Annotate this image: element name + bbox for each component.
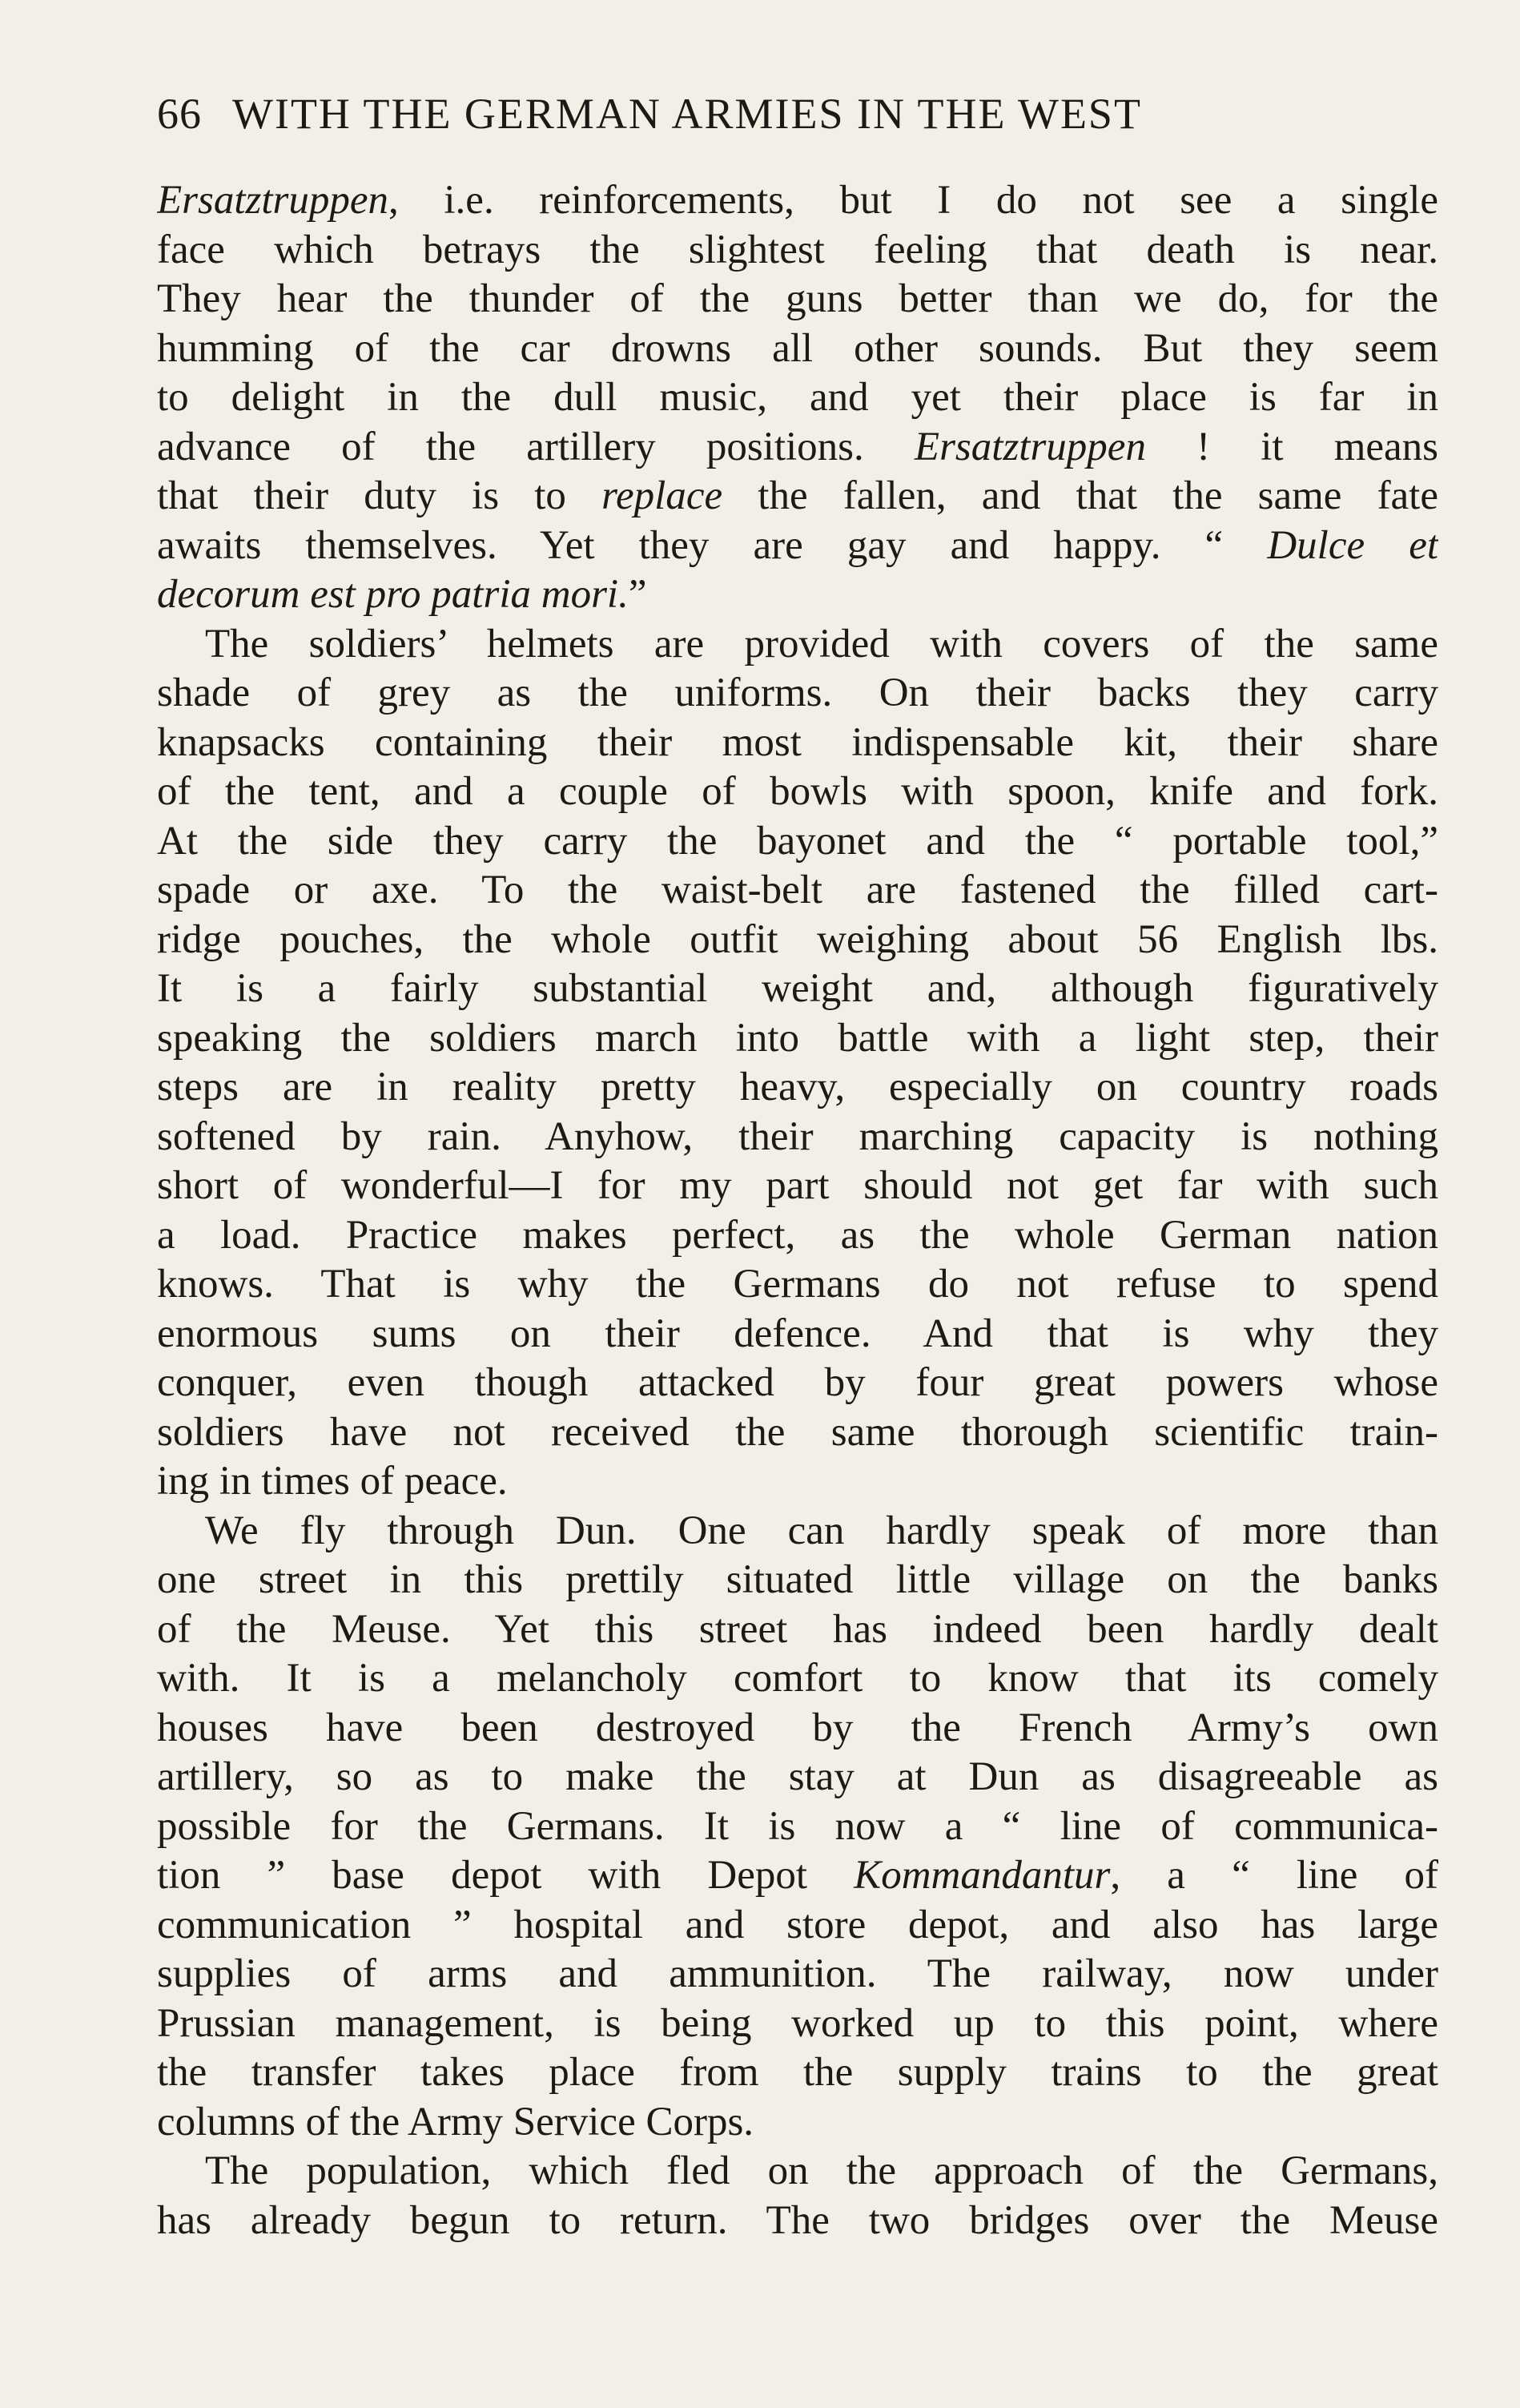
text-line: supplies of arms and ammunition. The railway, now under xyxy=(157,1951,1438,1996)
text-line: enormous sums on their defence. And that is why they xyxy=(157,1311,1438,1356)
text-line: advance of the artillery positions. Ersatztruppen ! it means xyxy=(157,424,1438,469)
page-header xyxy=(157,82,1368,146)
text-line: has already begun to return. The two bridges over the Meuse xyxy=(157,2197,1438,2243)
text-line: with. It is a melancholy comfort to know that its comely xyxy=(157,1656,1438,1701)
text-line: face which betrays the slightest feeling that death is near. xyxy=(157,227,1438,272)
text-line: a load. Practice makes perfect, as the whole German nation xyxy=(157,1212,1438,1258)
text-line: softened by rain. Anyhow, their marching capacity is nothing xyxy=(157,1113,1438,1159)
text-line: conquer, even though attacked by four great powers whose xyxy=(157,1360,1438,1405)
text-line: communication ” hospital and store depot, and also has large xyxy=(157,1902,1438,1947)
text-line: Ersatztruppen, i.e. reinforcements, but I do not see a single xyxy=(157,178,1438,223)
running-head: WITH THE GERMAN ARMIES IN THE WEST xyxy=(232,90,1142,138)
text-line: that their duty is to replace the fallen, and that the same fate xyxy=(157,473,1438,518)
text-line: to delight in the dull music, and yet their place is far in xyxy=(157,375,1438,420)
text-line: Prussian management, is being worked up to this point, where xyxy=(157,2000,1438,2046)
text-line: tion ” base depot with Depot Kommandantur, a “ line of xyxy=(157,1853,1438,1898)
text-line: one street in this prettily situated little village on the banks xyxy=(157,1557,1438,1602)
text-line: the transfer takes place from the supply trains to the great xyxy=(157,2050,1438,2095)
text-line: awaits themselves. Yet they are gay and happy. “ Dulce et xyxy=(157,522,1438,568)
text-line: spade or axe. To the waist-belt are fastened the filled cart- xyxy=(157,868,1438,912)
text-line: short of wonderful—I for my part should not get far with such xyxy=(157,1163,1438,1208)
page-number: 66 xyxy=(157,90,202,138)
text-line: We fly through Dun. One can hardly speak of more than xyxy=(205,1508,1438,1553)
text-line: knapsacks containing their most indispensable kit, their share xyxy=(157,719,1438,765)
text-line: steps are in reality pretty heavy, especially on country roads xyxy=(157,1065,1438,1109)
text-line: The population, which fled on the approach of the Germans, xyxy=(205,2148,1438,2193)
text-line: They hear the thunder of the guns better than we do, for the xyxy=(157,276,1438,321)
text-line: of the tent, and a couple of bowls with spoon, knife and fork. xyxy=(157,769,1438,814)
text-line: shade of grey as the uniforms. On their backs they carry xyxy=(157,670,1438,715)
text-line: At the side they carry the bayonet and the “ portable tool,” xyxy=(157,818,1438,864)
text-line: artillery, so as to make the stay at Dun as disagreeable as xyxy=(157,1754,1438,1799)
text-line: ing in times of peace. xyxy=(157,1459,508,1504)
body-text xyxy=(157,176,1438,2245)
text-line: speaking the soldiers march into battle with a light step, their xyxy=(157,1015,1438,1061)
text-line: decorum est pro patria mori.” xyxy=(157,572,647,617)
text-line: of the Meuse. Yet this street has indeed been hardly dealt xyxy=(157,1606,1438,1652)
text-line: soldiers have not received the same thorough scientific train- xyxy=(157,1409,1438,1455)
text-line: columns of the Army Service Corps. xyxy=(157,2099,754,2144)
text-line: knows. That is why the Germans do not refuse to spend xyxy=(157,1262,1438,1307)
text-line: The soldiers’ helmets are provided with covers of the same xyxy=(205,621,1438,666)
text-line: humming of the car drowns all other sounds. But they seem xyxy=(157,325,1438,371)
text-line: possible for the Germans. It is now a “ line of communica- xyxy=(157,1803,1438,1849)
text-line: houses have been destroyed by the French Army’s own xyxy=(157,1705,1438,1750)
text-line: It is a fairly substantial weight and, although figuratively xyxy=(157,966,1438,1011)
text-line: ridge pouches, the whole outfit weighing about 56 English lbs. xyxy=(157,916,1438,962)
